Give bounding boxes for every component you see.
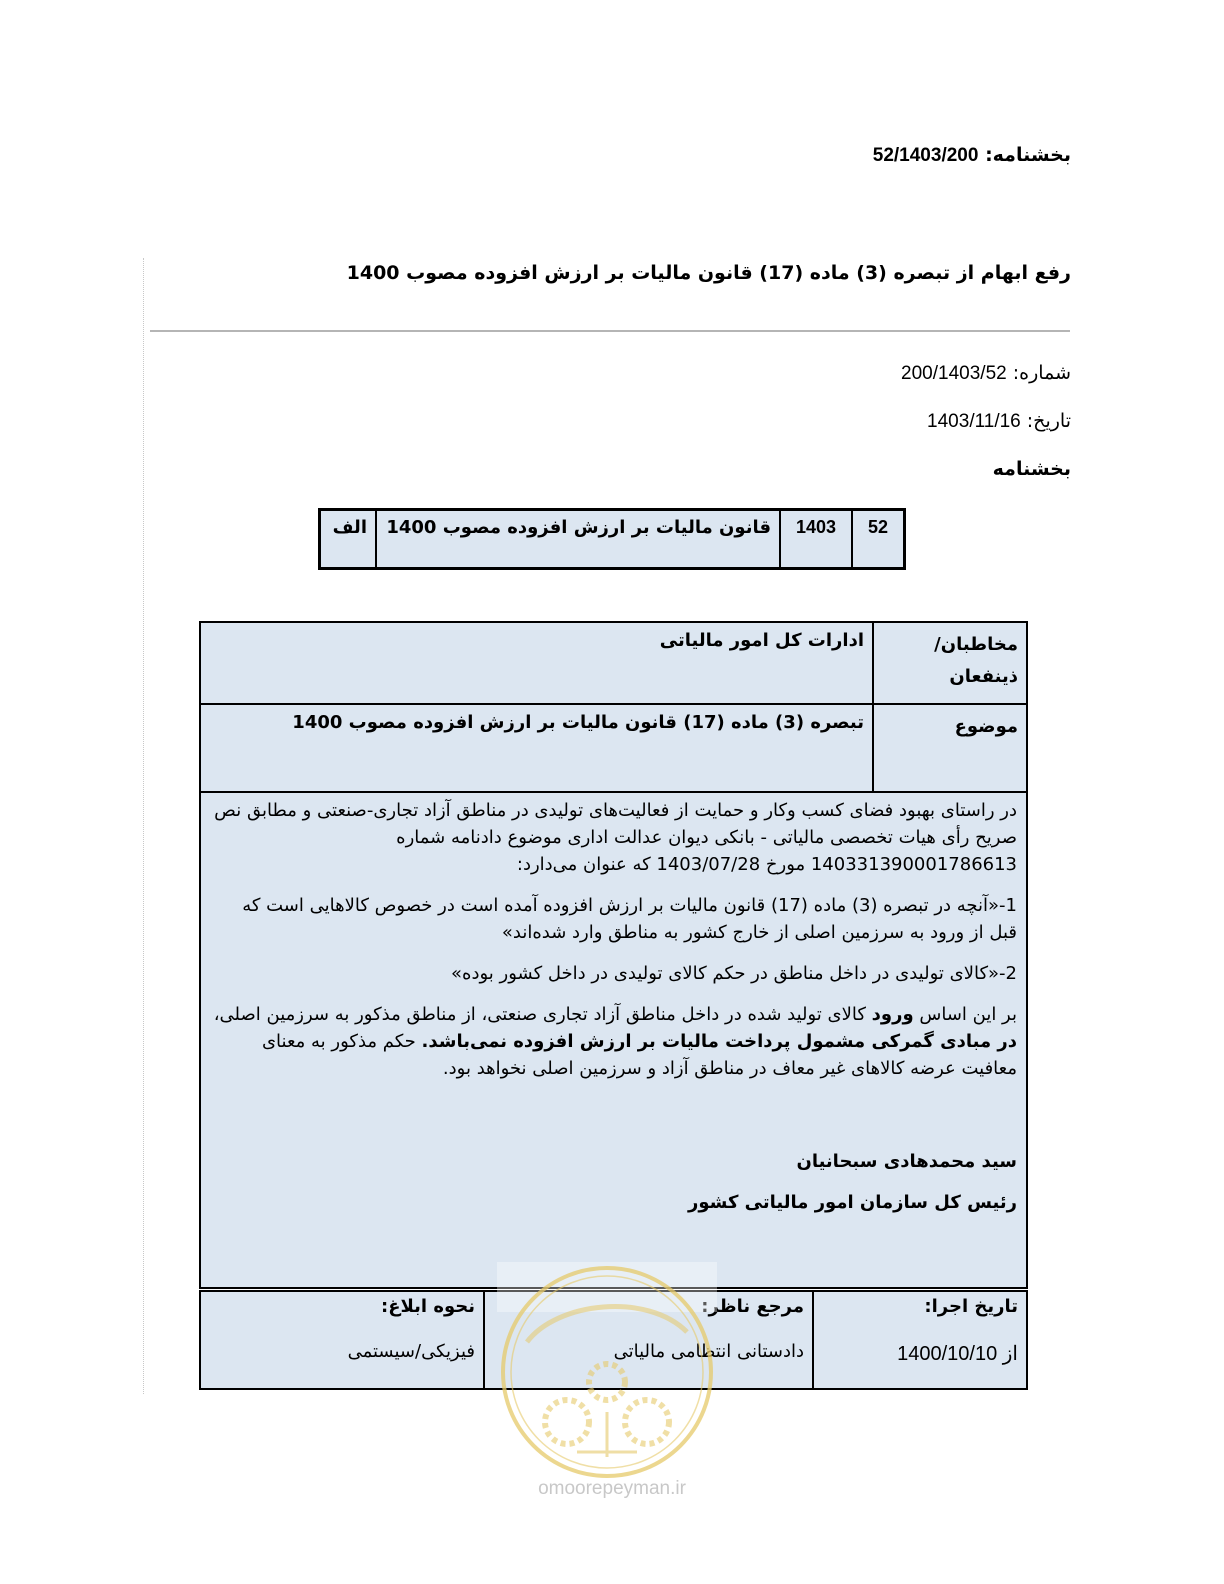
circular-code: 52/1403/200	[872, 145, 979, 166]
circular-number-header	[873, 144, 1071, 167]
p4-text-a: بر این اساس	[913, 1004, 1017, 1025]
watermark-site: omoorepeyman.ir	[538, 1478, 686, 1499]
p4-bold-ruling: در مبادی گمرکی مشمول پرداخت مالیات بر ارزش افزوده نمی‌باشد.	[421, 1031, 1017, 1052]
p4-text-e: حکم مذکور به معنای معافیت عرضه کالاهای غیر معاف در مناطق آزاد و سرزمین اصلی نخواهد بود.	[261, 1031, 1017, 1079]
margin-dotted-rule	[143, 258, 144, 1394]
notice-cell	[200, 1291, 484, 1389]
audience-label	[873, 622, 1027, 704]
body-paragraph-4	[211, 1001, 1017, 1082]
notice-value: فیزیکی/سیستمی	[347, 1341, 475, 1362]
date-label: تاریخ:	[1026, 410, 1071, 432]
p4-bold-entry: ورود	[871, 1004, 914, 1025]
circular-main-table	[199, 621, 1028, 1289]
ref-law: قانون مالیات بر ارزش افزوده مصوب 1400	[376, 510, 780, 569]
exec-date-cell	[813, 1291, 1027, 1389]
supervisor-cell	[484, 1291, 813, 1389]
signer-name: سید محمدهادی سبحانیان	[796, 1151, 1017, 1172]
audience-value: ادارات کل امور مالیاتی	[200, 622, 873, 704]
letter-date	[927, 410, 1071, 433]
number-label: شماره:	[1012, 362, 1071, 384]
supervisor-value: دادستانی انتظامی مالیاتی	[613, 1341, 804, 1362]
audience-label-line1: مخاطبان/	[934, 634, 1018, 655]
subject-value: تبصره (3) ماده (17) قانون مالیات بر ارزش افزوده مصوب 1400	[200, 704, 873, 792]
title-divider	[150, 330, 1070, 332]
supervisor-label: مرجع ناظر:	[701, 1296, 804, 1317]
exec-date-label: تاریخ اجرا:	[924, 1296, 1018, 1317]
body-paragraph-1: در راستای بهبود فضای کسب وکار و حمایت از فعالیت‌های تولیدی در مناطق آزاد تجاری-صنعتی و مطابق نص صریح رأی هیات تخصصی مالیاتی - بانکی دیوان عدالت اداری موضوع دادنامه شماره 140331390001786613 مورخ 1403/07/28 که عنوان می‌دارد:	[214, 800, 1017, 875]
signer-title: رئیس کل سازمان امور مالیاتی کشور	[687, 1192, 1017, 1213]
document-title: رفع ابهام از تبصره (3) ماده (17) قانون مالیات بر ارزش افزوده مصوب 1400	[346, 262, 1071, 284]
circular-body	[200, 792, 1027, 1288]
ref-series: الف	[320, 510, 377, 569]
body-paragraph-2: 1-«آنچه در تبصره (3) ماده (17) قانون مالیات بر ارزش افزوده آمده است در خصوص کالاهایی است که قبل از ورود به سرزمین اصلی از خارج کشور به مناطق وارد شده‌اند»	[242, 895, 1017, 943]
exec-date-value: از 1400/10/10	[897, 1343, 1018, 1365]
execution-footer-table	[199, 1290, 1028, 1390]
number-value: 200/1403/52	[901, 363, 1007, 384]
ref-number: 52	[852, 510, 905, 569]
ref-year: 1403	[780, 510, 852, 569]
p4-text-c: کالای تولید شده در داخل مناطق آزاد تجاری صنعتی، از مناطق مذکور به سرزمین اصلی،	[213, 1004, 872, 1025]
audience-label-line2: ذینفعان	[949, 666, 1018, 687]
notice-label: نحوه ابلاغ:	[381, 1296, 475, 1317]
letter-number	[901, 362, 1071, 385]
reference-table	[318, 508, 906, 570]
subject-label: موضوع	[873, 704, 1027, 792]
circular-label: بخشنامه:	[985, 144, 1071, 166]
letter-kind: بخشنامه	[992, 458, 1071, 480]
body-paragraph-3: 2-«کالای تولیدی در داخل مناطق در حکم کالای تولیدی در داخل کشور بوده»	[451, 963, 1017, 984]
date-value: 1403/11/16	[927, 411, 1021, 432]
